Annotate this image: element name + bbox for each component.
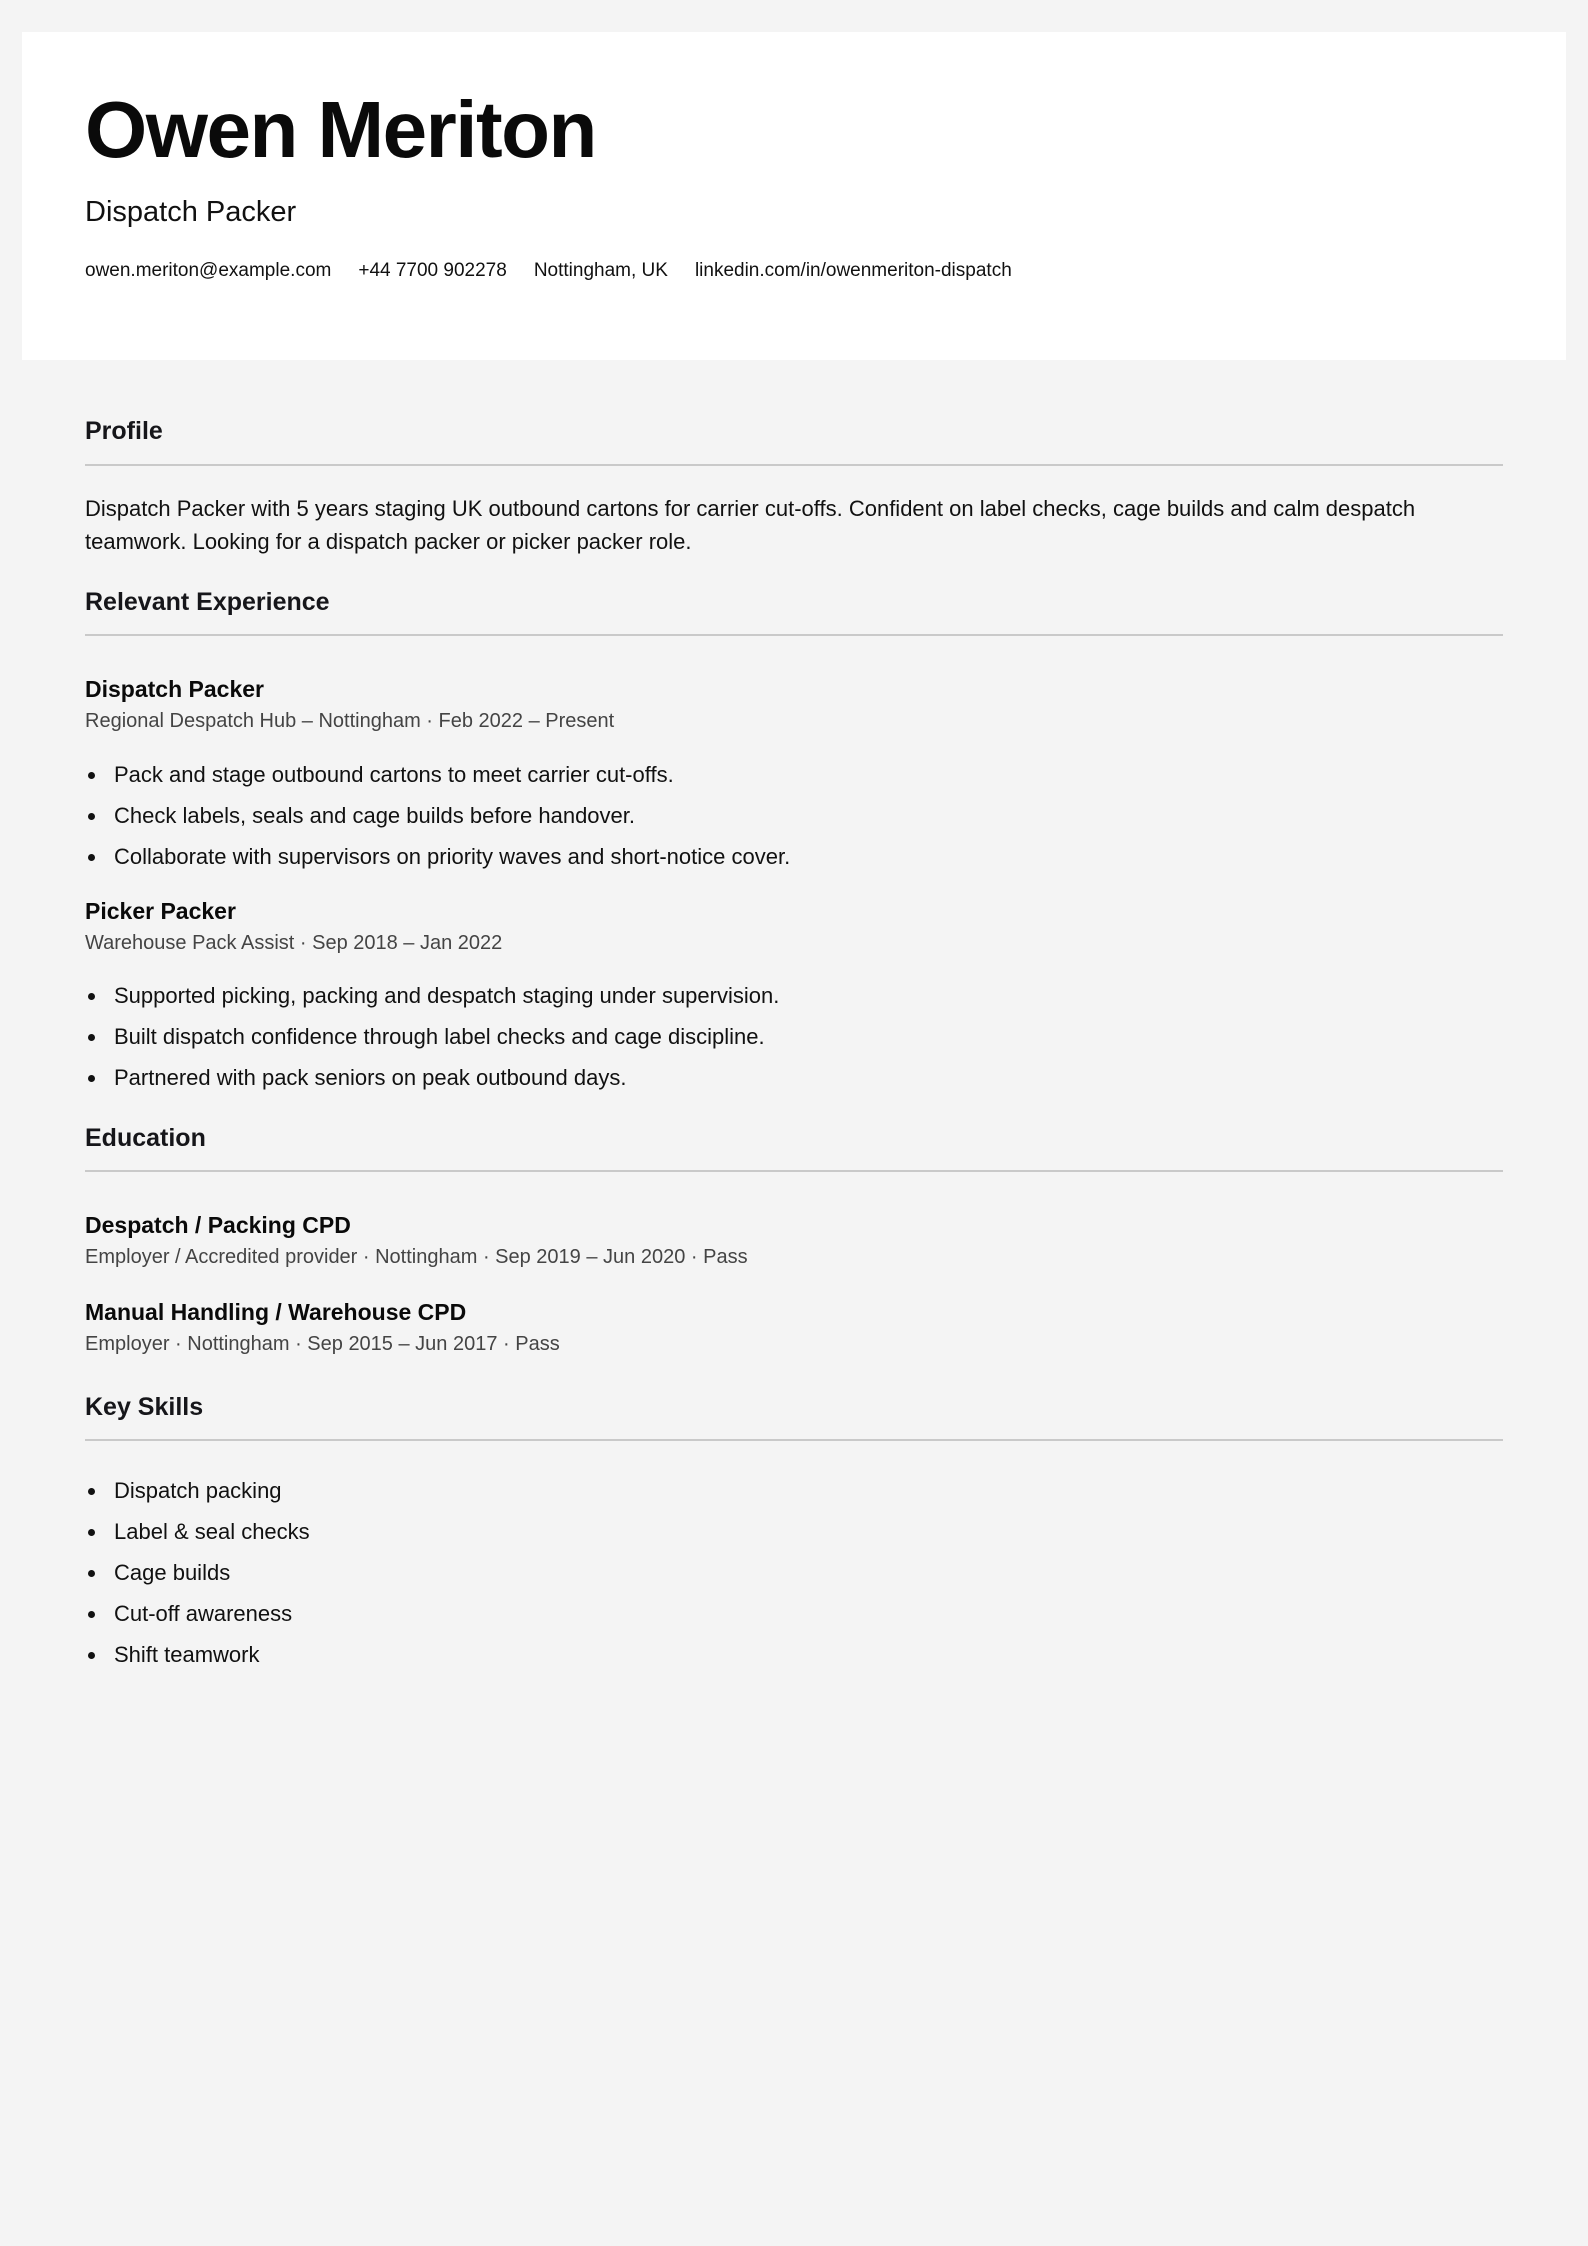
skill-item: Cage builds (85, 1552, 1503, 1593)
education-title: Manual Handling / Warehouse CPD (85, 1299, 467, 1325)
skill-item: Label & seal checks (85, 1511, 1503, 1552)
section-divider (85, 1170, 1503, 1172)
education-meta: Employer · Nottingham · Sep 2015 – Jun 2017 · Pass (85, 1333, 560, 1355)
education-title: Despatch / Packing CPD (85, 1212, 351, 1238)
candidate-headline: Dispatch Packer (85, 196, 297, 228)
job-bullets (85, 754, 1503, 877)
job-bullet: Built dispatch confidence through label checks and cage discipline. (85, 1016, 1503, 1057)
skill-item: Cut-off awareness (85, 1593, 1503, 1634)
section-title-experience: Relevant Experience (85, 588, 330, 616)
job-bullet: Collaborate with supervisors on priority waves and short-notice cover. (85, 836, 1503, 877)
job-bullet: Partnered with pack seniors on peak outbound days. (85, 1057, 1503, 1098)
job-meta: Warehouse Pack Assist · Sep 2018 – Jan 2022 (85, 932, 503, 954)
job-title: Picker Packer (85, 898, 236, 924)
profile-summary: Dispatch Packer with 5 years staging UK outbound cartons for carrier cut-offs. Confident on label checks, cage builds and calm despatch teamwork. Looking for a dispatch packer or picker packer role. (85, 496, 1416, 554)
job-bullet: Supported picking, packing and despatch staging under supervision. (85, 975, 1503, 1016)
skill-item: Shift teamwork (85, 1634, 1503, 1675)
contact-email[interactable]: owen.meriton@example.com (85, 260, 332, 281)
resume-header (22, 32, 1566, 360)
section-title-profile: Profile (85, 417, 163, 445)
job-bullet: Check labels, seals and cage builds before handover. (85, 795, 1503, 836)
contact-location: Nottingham, UK (533, 260, 668, 281)
section-divider (85, 634, 1503, 636)
skill-item: Dispatch packing (85, 1470, 1503, 1511)
section-divider (85, 1439, 1503, 1441)
job-bullets (85, 975, 1503, 1098)
candidate-name: Owen Meriton (85, 85, 596, 174)
job-bullet: Pack and stage outbound cartons to meet carrier cut-offs. (85, 754, 1503, 795)
section-title-education: Education (85, 1124, 206, 1152)
contact-row (85, 260, 1012, 282)
section-title-skills: Key Skills (85, 1393, 204, 1421)
contact-linkedin[interactable]: linkedin.com/in/owenmeriton-dispatch (694, 260, 1012, 281)
skills-list (85, 1470, 1503, 1675)
section-divider (85, 464, 1503, 466)
education-meta: Employer / Accredited provider · Nottingham · Sep 2019 – Jun 2020 · Pass (85, 1246, 748, 1268)
job-meta: Regional Despatch Hub – Nottingham · Feb 2022 – Present (85, 710, 615, 732)
contact-phone[interactable]: +44 7700 902278 (358, 260, 507, 281)
job-title: Dispatch Packer (85, 676, 264, 702)
